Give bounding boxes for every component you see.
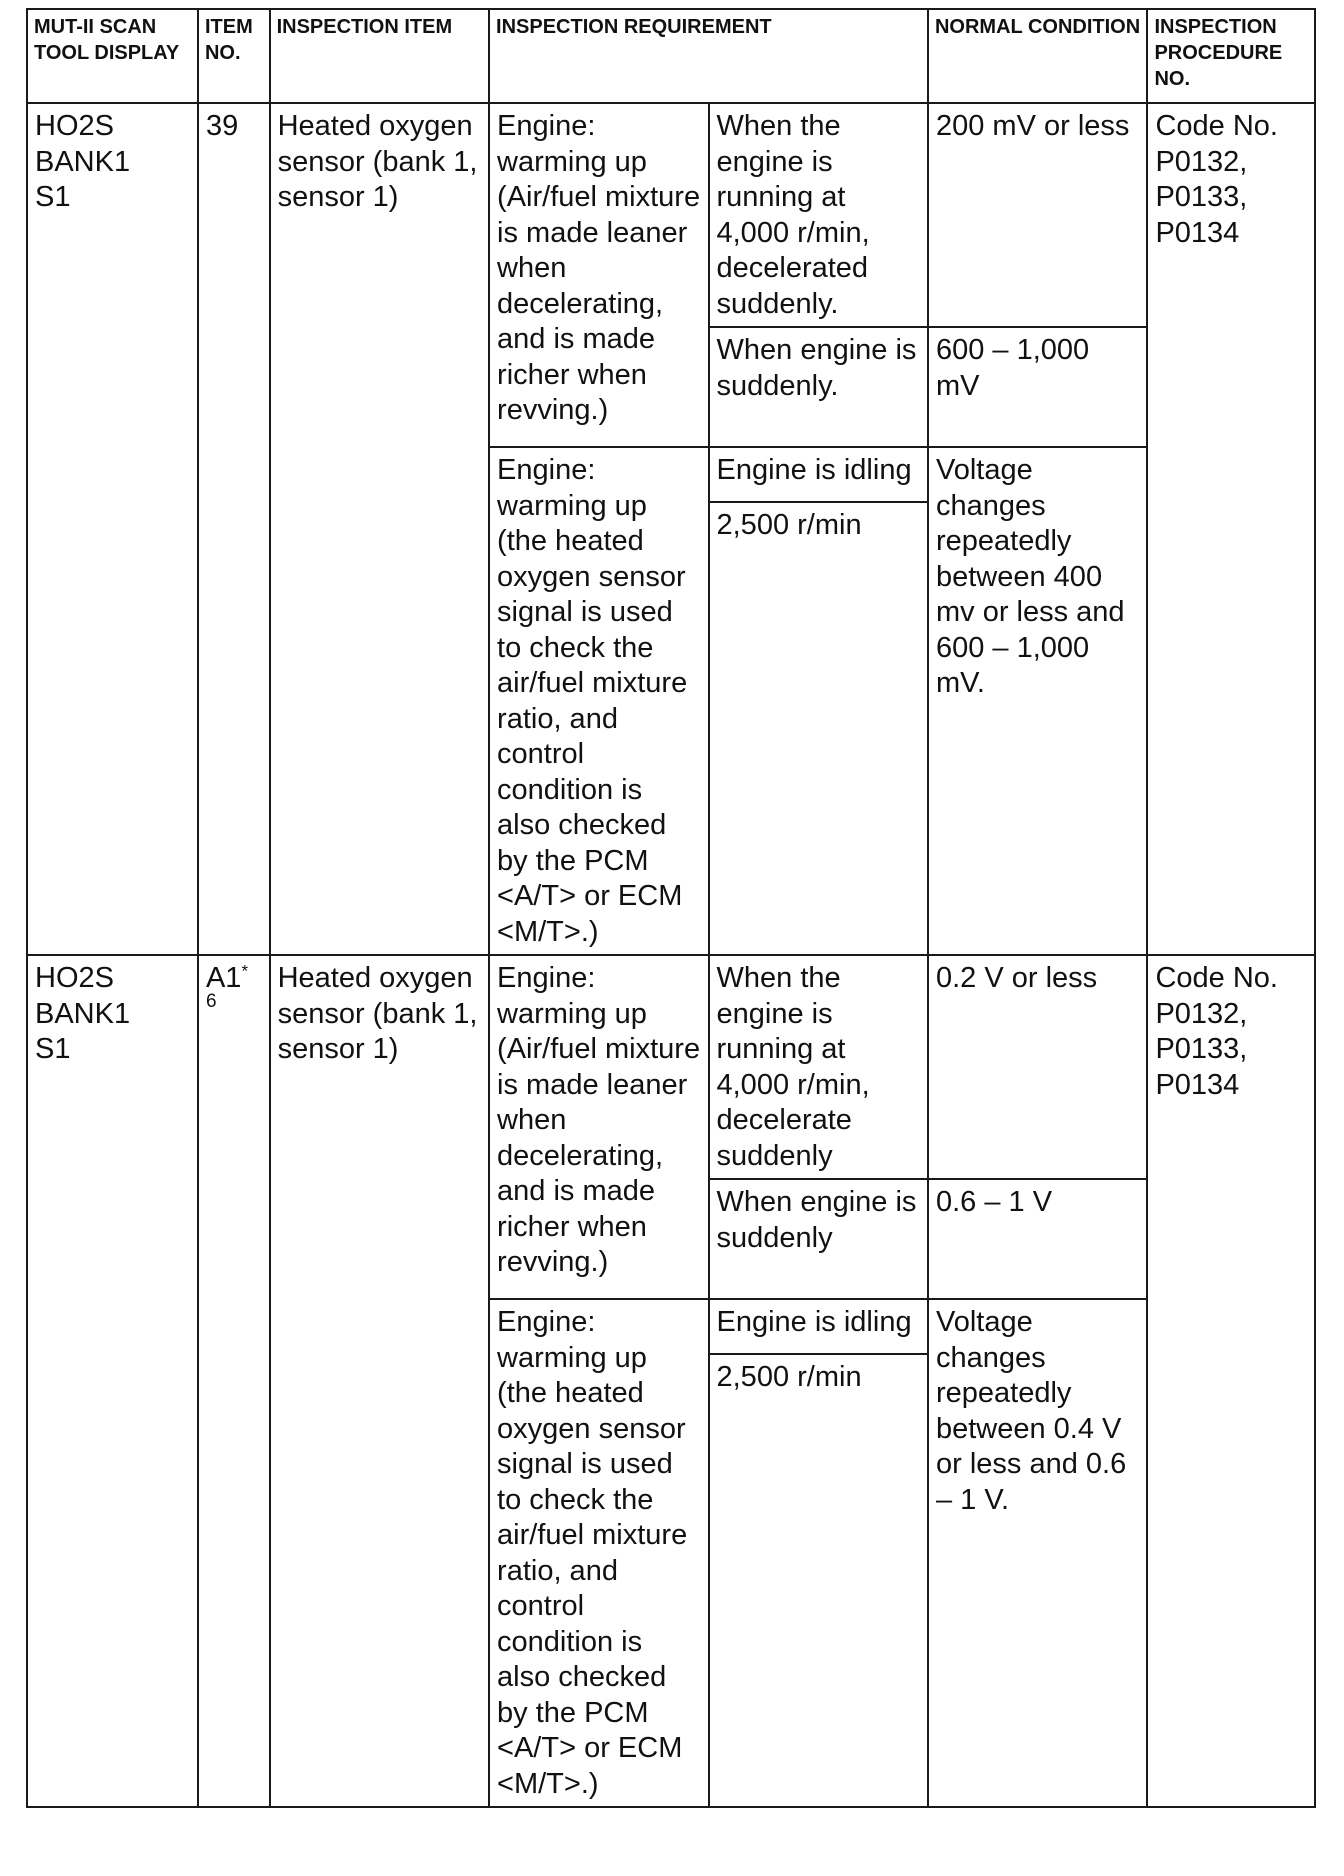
header-item-no: ITEM NO. xyxy=(198,9,270,103)
requirement-sub-cell: 2,500 r/min xyxy=(709,1354,928,1807)
requirement-sub-cell: When engine is suddenly. xyxy=(709,327,928,447)
inspection-item-cell: Heated oxygen sensor (bank 1, sensor 1) xyxy=(270,955,489,1807)
item-no-subscript: 6 xyxy=(205,990,217,1012)
scan-tool-display-cell: HO2S BANK1 S1 xyxy=(27,103,198,955)
normal-condition-cell: Voltage changes repeatedly between 400 mv or less and 600 – 1,000 mV. xyxy=(928,447,1147,955)
normal-condition-cell: Voltage changes repeatedly between 0.4 V or less and 0.6 – 1 V. xyxy=(928,1299,1147,1807)
requirement-sub-cell: Engine is idling xyxy=(709,447,928,502)
header-inspection-item: INSPECTION ITEM xyxy=(270,9,489,103)
table-row xyxy=(27,955,1315,1179)
normal-condition-cell: 0.2 V or less xyxy=(928,955,1147,1179)
table-row xyxy=(27,103,1315,327)
procedure-no-cell: Code No. P0132, P0133, P0134 xyxy=(1147,955,1315,1807)
requirement-sub-cell: When engine is suddenly xyxy=(709,1179,928,1299)
item-no-value: A1 xyxy=(205,962,242,994)
inspection-item-cell: Heated oxygen sensor (bank 1, sensor 1) xyxy=(270,103,489,955)
procedure-no-cell: Code No. P0132, P0133, P0134 xyxy=(1147,103,1315,955)
header-normal-condition: NORMAL CONDITION xyxy=(928,9,1147,103)
requirement-condition-cell: Engine: warming up (the heated oxygen sensor signal is used to check the air/fuel mixture ratio, and control condition is also checked by the PCM <A/T> or ECM <M/T>.) xyxy=(489,447,708,955)
header-row xyxy=(27,9,1315,103)
scan-tool-display-cell: HO2S BANK1 S1 xyxy=(27,955,198,1807)
item-no-cell xyxy=(198,103,270,955)
normal-condition-cell: 200 mV or less xyxy=(928,103,1147,327)
requirement-sub-cell: 2,500 r/min xyxy=(709,502,928,955)
requirement-condition-cell: Engine: warming up (the heated oxygen sensor signal is used to check the air/fuel mixture ratio, and control condition is also checked by the PCM <A/T> or ECM <M/T>.) xyxy=(489,1299,708,1807)
header-scan-tool-display: MUT-II SCAN TOOL DISPLAY xyxy=(27,9,198,103)
header-procedure-no: INSPECTION PROCEDURE NO. xyxy=(1147,9,1315,103)
requirement-condition-cell: Engine: warming up (Air/fuel mixture is made leaner when decelerating, and is made richer when revving.) xyxy=(489,955,708,1299)
normal-condition-cell: 0.6 – 1 V xyxy=(928,1179,1147,1299)
requirement-sub-cell: When the engine is running at 4,000 r/min, decelerate suddenly xyxy=(709,955,928,1179)
item-no-value: 39 xyxy=(205,110,239,142)
requirement-sub-cell: When the engine is running at 4,000 r/min, decelerated suddenly. xyxy=(709,103,928,327)
item-no-superscript: * xyxy=(241,961,249,981)
requirement-condition-cell: Engine: warming up (Air/fuel mixture is made leaner when decelerating, and is made richer when revving.) xyxy=(489,103,708,447)
inspection-table xyxy=(26,8,1316,1808)
item-no-cell xyxy=(198,955,270,1807)
requirement-sub-cell: Engine is idling xyxy=(709,1299,928,1354)
header-inspection-requirement: INSPECTION REQUIREMENT xyxy=(489,9,928,103)
normal-condition-cell: 600 – 1,000 mV xyxy=(928,327,1147,447)
